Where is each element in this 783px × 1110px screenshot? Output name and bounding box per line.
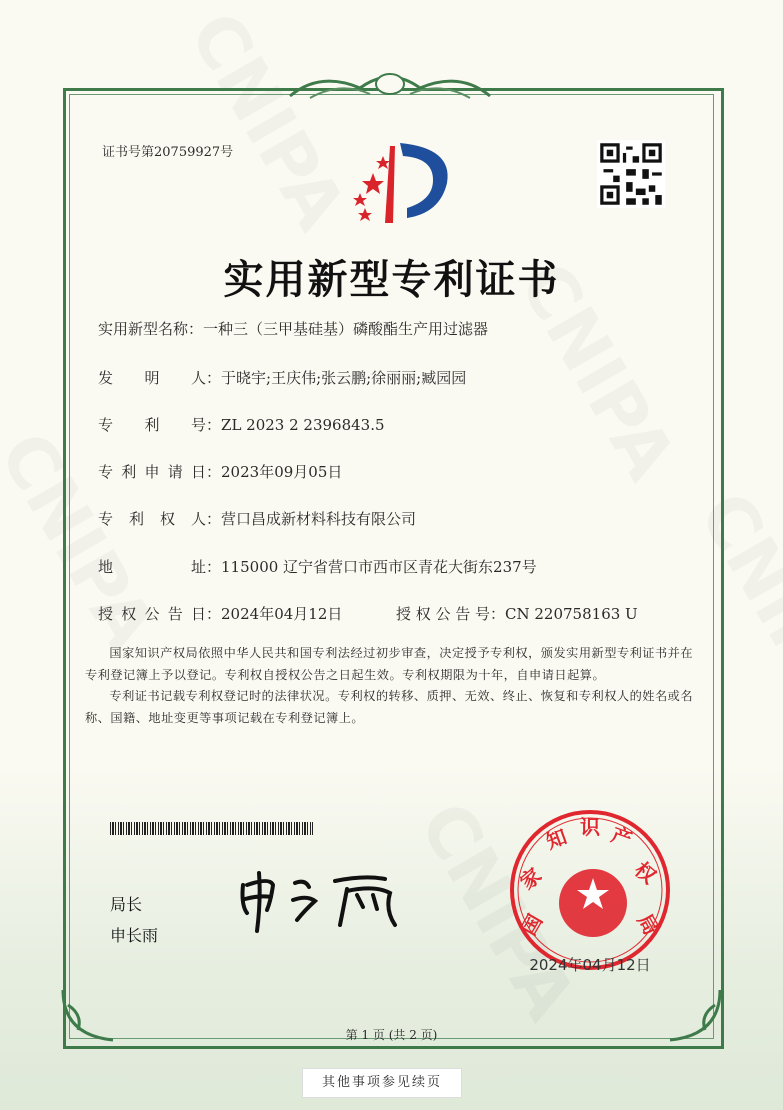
qr-code (597, 140, 665, 208)
field-announcement-number (396, 603, 638, 624)
continued-note: 其他事项参见续页 (302, 1068, 462, 1098)
separator: ： (206, 605, 222, 623)
field-value: CN 220758163 U (505, 605, 638, 623)
field-value: 于晓宇;王庆伟;张云鹏;徐丽丽;臧园园 (221, 369, 467, 387)
field-label: 实用新型名称 (98, 320, 189, 338)
separator: ： (206, 558, 222, 576)
field-value: 2023年09月05日 (221, 463, 343, 481)
field-patent-number (98, 414, 385, 435)
field-value: ZL 2023 2 2396843.5 (221, 416, 385, 434)
field-patentee (98, 508, 416, 529)
field-address (98, 556, 537, 577)
field-label: 发明人 (98, 369, 206, 387)
paragraph: 国家知识产权局依照中华人民共和国专利法经过初步审查，决定授予专利权，颁发实用新型专利证书并在专利登记簿上予以登记。专利权自授权公告之日起生效。专利权期限为十年，自申请日起算。 (85, 646, 694, 682)
svg-text:产: 产 (608, 822, 636, 852)
svg-text:识: 识 (580, 815, 600, 839)
certificate-number: 证书号第20759927号 (102, 145, 234, 160)
cnipa-logo (335, 138, 455, 228)
field-label: 地址 (98, 558, 206, 576)
official-title: 局长 (110, 895, 143, 914)
seal-date: 2024年04月12日 (529, 956, 651, 972)
field-application-date (98, 461, 342, 482)
field-label: 专利申请日 (98, 463, 206, 481)
svg-text:权: 权 (629, 857, 661, 889)
field-value: 营口昌成新材料科技有限公司 (221, 510, 417, 528)
field-label: 授权公告日 (98, 605, 206, 623)
separator: ： (206, 510, 222, 528)
separator: ： (206, 369, 222, 387)
field-grant-date (98, 603, 342, 624)
svg-text:国: 国 (516, 910, 548, 940)
official-seal (508, 808, 672, 972)
official-name: 申长雨 (110, 926, 159, 945)
field-label: 专利权人 (98, 510, 206, 528)
legal-statement (85, 643, 705, 729)
top-ornament (280, 66, 500, 106)
field-value: 一种三（三甲基硅基）磷酸酯生产用过滤器 (203, 320, 489, 338)
paragraph: 专利证书记载专利权登记时的法律状况。专利权的转移、质押、无效、终止、恢复和专利权人的姓名或名称、国籍、地址变更等事项记载在专利登记簿上。 (85, 689, 694, 725)
svg-text:知: 知 (542, 824, 570, 854)
field-inventors (98, 367, 466, 388)
svg-text:家: 家 (515, 863, 547, 895)
page-title: 实用新型专利证书 (223, 256, 560, 303)
separator: ： (490, 605, 506, 623)
separator: ： (206, 463, 222, 481)
field-label: 专利号 (98, 416, 206, 434)
page-number: 第 1 页 (共 2 页) (345, 1028, 438, 1042)
barcode (110, 822, 313, 835)
field-value: 2024年04月12日 (221, 605, 343, 623)
signature (235, 865, 410, 935)
field-value: 115000 辽宁省营口市西市区青花大街东237号 (221, 558, 537, 576)
field-utility-model-name (98, 318, 488, 339)
separator: ： (206, 416, 222, 434)
separator: ： (188, 320, 204, 338)
field-label: 授权公告号 (396, 605, 490, 623)
svg-text:局: 局 (632, 909, 664, 939)
